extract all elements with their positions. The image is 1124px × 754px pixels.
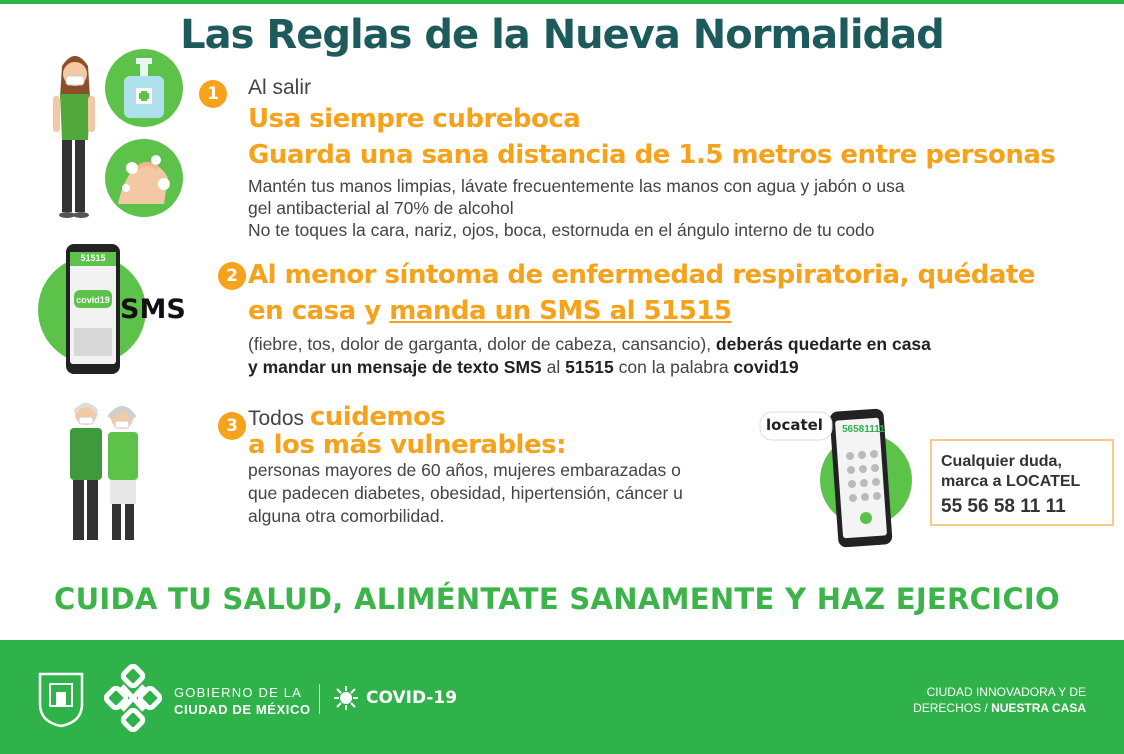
rule-1-body-1: Mantén tus manos limpias, lávate frecuentemente las manos con agua y jabón o usa xyxy=(248,176,905,196)
handwashing-icon xyxy=(104,138,184,218)
top-accent-bar xyxy=(0,0,1124,4)
rule-1-headline-1: Usa siempre cubreboca xyxy=(248,104,581,134)
footer-divider xyxy=(319,684,320,714)
rule-2-headline-2-start: en casa y xyxy=(248,296,390,326)
locatel-logo: locatel xyxy=(766,416,823,434)
virus-icon xyxy=(333,685,359,711)
rule-3-headline-1-text: cuidemos xyxy=(309,402,446,432)
rule-2-body-1 xyxy=(248,334,931,355)
rule-1-headline-2: Guarda una sana distancia de 1.5 metros entre personas xyxy=(248,140,1056,170)
footer-tagline-line-2a: DERECHOS / xyxy=(913,701,992,715)
rule-1-intro: Al salir xyxy=(248,76,312,99)
rule-2-number-badge: 2 xyxy=(218,262,246,290)
locatel-number: 55 56 58 11 11 xyxy=(941,496,1066,517)
locatel-line-1: Cualquier duda, xyxy=(941,453,1062,470)
sanitizer-icon xyxy=(104,48,184,128)
rule-1-body-2: gel antibacterial al 70% de alcohol xyxy=(248,198,514,218)
rule-2-body-2-c: al xyxy=(541,357,566,377)
rule-3-intro: Todos xyxy=(248,407,310,430)
rule-2-headline-2 xyxy=(248,296,732,326)
rule-2-body-2-a: y mandar un mensaje de texto xyxy=(248,357,504,377)
rule-2-body-2-number: 51515 xyxy=(565,357,614,377)
rule-3-body-3: alguna otra comorbilidad. xyxy=(248,506,445,526)
rule-2-headline-1: Al menor síntoma de enfermedad respiratoria, quédate xyxy=(248,260,1035,290)
sms-phone-message: covid19 xyxy=(76,295,110,305)
rule-2-headline-2-underlined: manda un SMS al 51515 xyxy=(389,296,732,326)
rule-2-body-2-word: covid19 xyxy=(733,357,799,377)
page-title: Las Reglas de la Nueva Normalidad xyxy=(180,12,944,58)
footer-gov-line-1: GOBIERNO DE LA xyxy=(174,685,303,700)
rule-3-headline-1 xyxy=(248,402,445,432)
rule-2-body-2 xyxy=(248,357,799,378)
footer-gov-line-2: CIUDAD DE MÉXICO xyxy=(174,702,311,717)
sms-label: SMS xyxy=(120,294,186,325)
rule-2-body-2-e: con la palabra xyxy=(613,357,734,377)
health-slogan: CUIDA TU SALUD, ALIMÉNTATE SANAMENTE Y HAZ EJERCICIO xyxy=(54,582,1060,616)
footer-tagline-line-2 xyxy=(880,700,1086,716)
elderly-couple-illustration xyxy=(64,398,146,546)
footer-tagline-line-1: CIUDAD INNOVADORA Y DE xyxy=(926,685,1086,699)
footer-tagline xyxy=(880,684,1086,716)
coat-of-arms-icon xyxy=(36,670,86,728)
rule-1-number-badge: 1 xyxy=(199,80,227,108)
rule-3-body-1: personas mayores de 60 años, mujeres embarazadas o xyxy=(248,460,681,480)
locatel-phone-number: 56581111 xyxy=(842,424,885,435)
footer-government xyxy=(174,684,311,718)
rule-3-headline-2: a los más vulnerables: xyxy=(248,430,566,460)
rule-2-body-1-text: (fiebre, tos, dolor de garganta, dolor de cabeza, cansancio), xyxy=(248,334,716,354)
rule-2-body-1-bold: deberás quedarte en casa xyxy=(715,334,931,354)
rule-2-body-2-sms: SMS xyxy=(503,357,542,377)
rule-3-number-badge: 3 xyxy=(218,412,246,440)
locatel-line-2: marca a LOCATEL xyxy=(941,473,1081,490)
sms-phone-number: 51515 xyxy=(80,253,106,263)
rule-3-body-2: que padecen diabetes, obesidad, hipertensión, cáncer u xyxy=(248,483,683,503)
footer-tagline-line-2b: NUESTRA CASA xyxy=(991,701,1086,715)
cdmx-logo-icon xyxy=(104,664,162,732)
footer-covid-label: COVID-19 xyxy=(366,688,458,708)
woman-mask-illustration xyxy=(48,50,102,220)
rule-1-body-3: No te toques la cara, nariz, ojos, boca, estornuda en el ángulo interno de tu codo xyxy=(248,220,875,240)
